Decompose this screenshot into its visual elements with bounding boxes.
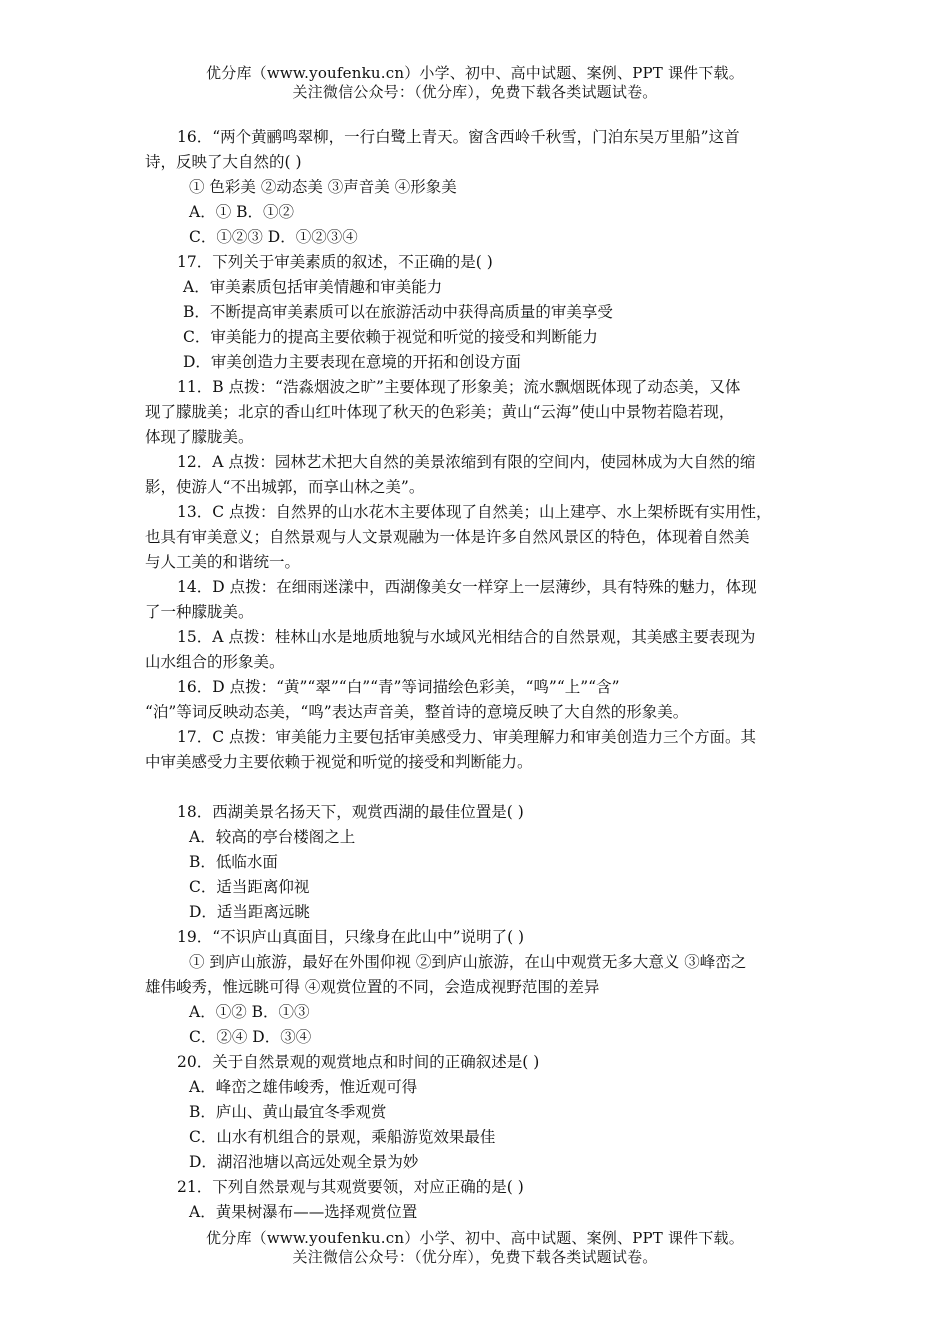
question-17-option-a: A．审美素质包括审美情趣和审美能力	[183, 278, 443, 296]
question-20-stem: 20．关于自然景观的观赏地点和时间的正确叙述是( )	[177, 1053, 540, 1071]
question-19-statements-line-1: ① 到庐山旅游，最好在外围仰视 ②到庐山旅游，在山中观赏无多大意义 ③峰峦之	[189, 953, 747, 971]
question-20-option-b: B．庐山、黄山最宜冬季观赏	[189, 1103, 387, 1121]
footer-line-1: 优分库（www.youfenku.cn）小学、初中、高中试题、案例、PPT 课件下载。	[206, 1229, 744, 1247]
footer-line-2: 关注微信公众号：（优分库），免费下载各类试题试卷。	[292, 1248, 658, 1266]
header-line-1: 优分库（www.youfenku.cn）小学、初中、高中试题、案例、PPT 课件下载。	[206, 64, 744, 82]
answer-17-line-2: 中审美感受力主要依赖于视觉和听觉的接受和判断能力。	[145, 753, 533, 771]
answer-11-line-2: 现了朦胧美；北京的香山红叶体现了秋天的色彩美；黄山“云海”使山中景物若隐若现，	[145, 403, 735, 421]
question-16-line-1: 16．“两个黄鹂鸣翠柳，一行白鹭上青天。窗含西岭千秋雪，门泊东吴万里船”这首	[177, 128, 740, 146]
question-18-stem: 18．西湖美景名扬天下，观赏西湖的最佳位置是( )	[177, 803, 524, 821]
question-20-option-c: C．山水有机组合的景观，乘船游览效果最佳	[189, 1128, 496, 1146]
question-20-option-d: D．湖沼池塘以高远处观全景为妙	[189, 1153, 419, 1171]
question-18-option-a: A．较高的亭台楼阁之上	[189, 828, 356, 846]
question-19-options-cd: C．②④ D．③④	[189, 1028, 312, 1046]
question-18-option-c: C．适当距离仰视	[189, 878, 310, 896]
question-19-stem: 19．“不识庐山真面目，只缘身在此山中”说明了( )	[177, 928, 525, 946]
question-18-option-d: D．适当距离远眺	[189, 903, 310, 921]
answer-15-line-1: 15．A 点拨：桂林山水是地质地貌与水域风光相结合的自然景观，其美感主要表现为	[177, 628, 756, 646]
answer-16-line-2: “泊”等词反映动态美，“鸣”表达声音美，整首诗的意境反映了大自然的形象美。	[145, 703, 689, 721]
page-footer	[0, 1229, 950, 1267]
question-16-statements: ① 色彩美 ②动态美 ③声音美 ④形象美	[189, 178, 457, 196]
header-line-2: 关注微信公众号：（优分库），免费下载各类试题试卷。	[292, 83, 658, 101]
section-gap	[145, 775, 810, 800]
question-18-option-b: B．低临水面	[189, 853, 278, 871]
question-17-option-d: D．审美创造力主要表现在意境的开拓和创设方面	[183, 353, 521, 371]
question-21-stem: 21．下列自然景观与其观赏要领，对应正确的是( )	[177, 1178, 524, 1196]
question-20-option-a: A．峰峦之雄伟峻秀，惟近观可得	[189, 1078, 418, 1096]
question-19-options-ab: A．①② B．①③	[189, 1003, 310, 1021]
answer-12-line-1: 12．A 点拨：园林艺术把大自然的美景浓缩到有限的空间内，使园林成为大自然的缩	[177, 453, 756, 471]
answer-13-line-2: 也具有审美意义；自然景观与人文景观融为一体是许多自然风景区的特色，体现着自然美	[145, 528, 750, 546]
answer-13-line-3: 与人工美的和谐统一。	[145, 553, 301, 571]
answer-11-line-3: 体现了朦胧美。	[145, 428, 254, 446]
document-body	[145, 125, 810, 1225]
question-16-options-cd: C．①②③ D．①②③④	[189, 228, 358, 246]
answer-11-line-1: 11．B 点拨：“浩淼烟波之旷”主要体现了形象美；流水飘烟既体现了动态美，又体	[177, 378, 741, 396]
question-16-options-ab: A．① B．①②	[189, 203, 295, 221]
question-17-stem: 17．下列关于审美素质的叙述，不正确的是( )	[177, 253, 493, 271]
question-19-statements-line-2: 雄伟峻秀，惟远眺可得 ④观赏位置的不同，会造成视野范围的差异	[145, 978, 600, 996]
question-17-option-c: C．审美能力的提高主要依赖于视觉和听觉的接受和判断能力	[183, 328, 598, 346]
question-21-option-a: A．黄果树瀑布——选择观赏位置	[189, 1203, 418, 1221]
answer-15-line-2: 山水组合的形象美。	[145, 653, 285, 671]
answer-16-line-1: 16．D 点拨：“黄”“翠”“白”“青”等词描绘色彩美，“鸣”“上”“含”	[177, 678, 620, 696]
answer-14-line-2: 了一种朦胧美。	[145, 603, 254, 621]
answer-17-line-1: 17．C 点拨：审美能力主要包括审美感受力、审美理解力和审美创造力三个方面。其	[177, 728, 757, 746]
question-17-option-b: B．不断提高审美素质可以在旅游活动中获得高质量的审美享受	[183, 303, 613, 321]
answer-14-line-1: 14．D 点拨：在细雨迷漾中，西湖像美女一样穿上一层薄纱，具有特殊的魅力，体现	[177, 578, 757, 596]
question-16-line-2: 诗，反映了大自然的( )	[145, 153, 302, 171]
page-header	[0, 64, 950, 102]
answer-12-line-2: 影，使游人“不出城郭，而享山林之美”。	[145, 478, 425, 496]
answer-13-line-1: 13．C 点拨：自然界的山水花木主要体现了自然美；山上建亭、水上架桥既有实用性，	[177, 503, 772, 521]
